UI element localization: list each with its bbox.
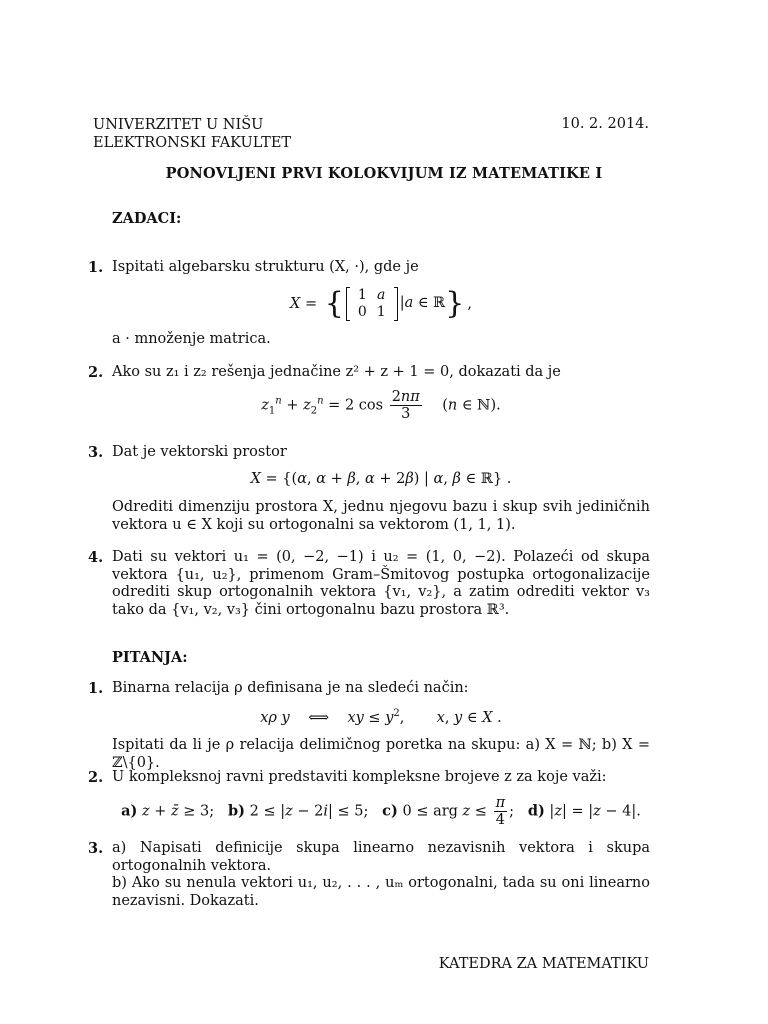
- faculty-name: ELEKTRONSKI FAKULTET: [93, 135, 292, 151]
- task-number: 1.: [88, 259, 104, 276]
- tasks-heading: ZADACI:: [112, 210, 182, 227]
- task-1-formula: X = { 1 a 0 1 |a ∈ ℝ } ,: [290, 286, 472, 321]
- question-text: a) Napisati definicije skupa linearno nezavisnih vektora i skupa ortogonalnih vektora.: [112, 840, 650, 874]
- question-after-text: Ispitati da li je ρ relacija delimičnog poretka na skupu: a) X = ℕ; b) X = ℤ\{0}.: [112, 737, 650, 771]
- task-2: [88, 364, 650, 382]
- task-3-after: [88, 499, 650, 534]
- questions-heading: PITANJA:: [112, 649, 188, 666]
- university-name: UNIVERZITET U NIŠU: [93, 117, 264, 133]
- task-text: Dati su vektori u₁ = (0, −2, −1) i u₂ = (1, 0, −2). Polazeći od skupa vektora {u₁, u₂}, primenom Gram–Šmitovog postupka ortogonalizacije odrediti skup ortogonalnih vektora {v₁, v₂}, a zatim odrediti vektor v₃ tako da {v₁, v₂, v₃} čini ortogonalnu bazu prostora ℝ³.: [112, 549, 650, 619]
- task-3: [88, 444, 650, 462]
- footer-department: KATEDRA ZA MATEMATIKU: [438, 956, 649, 972]
- question-1: [88, 680, 650, 698]
- page-title: PONOVLJENI PRVI KOLOKVIJUM IZ MATEMATIKE I: [165, 165, 603, 182]
- task-text: Ako su z₁ i z₂ rešenja jednačine z² + z + 1 = 0, dokazati da je: [112, 364, 561, 380]
- exam-date: 10. 2. 2014.: [561, 116, 649, 132]
- question-after-text: b) Ako su nenula vektori u₁, u₂, . . . , uₘ ortogonalni, tada su oni linearno nezavisni. Dokazati.: [112, 875, 650, 909]
- task-1-after: [88, 331, 650, 349]
- header-institution: [93, 116, 291, 152]
- task-number: 4.: [88, 549, 104, 566]
- question-2-formula: a) z + z̄ ≥ 3; b) 2 ≤ |z − 2i| ≤ 5; c) 0 ≤ arg z ≤ $\frac{\pi}{4}$ ; d) |z| = |z − 4|.: [121, 795, 641, 828]
- task-1: [88, 259, 650, 277]
- question-text: U kompleksnoj ravni predstaviti kompleksne brojeve z za koje važi:: [112, 769, 607, 785]
- question-3: [88, 840, 650, 875]
- question-text: Binarna relacija ρ definisana je na sledeći način:: [112, 680, 469, 696]
- task-number: 3.: [88, 444, 104, 461]
- task-text: Ispitati algebarsku strukturu (X, ·), gde je: [112, 259, 419, 275]
- question-3-after: [88, 875, 650, 910]
- question-number: 1.: [88, 680, 104, 697]
- task-3-formula: X = {(α, α + β, α + 2β) | α, β ∈ ℝ} .: [250, 471, 512, 487]
- task-after-text: Odrediti dimenziju prostora X, jednu njegovu bazu i skup svih jediničnih vektora u ∈ X koji su ortogonalni sa vektorom (1, 1, 1).: [112, 499, 650, 533]
- question-number: 2.: [88, 769, 104, 786]
- task-text: Dat je vektorski prostor: [112, 444, 287, 460]
- task-2-formula: $z_1^n + z_2^n = 2$ cos $\frac{2n\pi}{3}$ (n ∈ ℕ).: [261, 389, 501, 422]
- task-number: 2.: [88, 364, 104, 381]
- question-1-formula: xρ y ⟺ xy ≤ $y^2$, x, y ∈ X .: [260, 708, 502, 726]
- task-after-text: a · množenje matrica.: [112, 331, 271, 347]
- task-4: [88, 549, 650, 620]
- question-1-after: [88, 737, 650, 772]
- question-number: 3.: [88, 840, 104, 857]
- question-2: [88, 769, 650, 787]
